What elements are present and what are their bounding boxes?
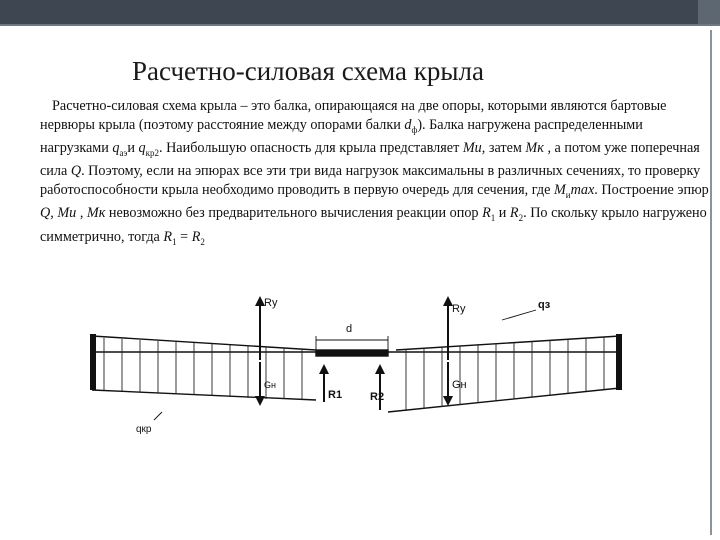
body-text-run: R	[163, 228, 173, 245]
body-text-run: ,	[76, 205, 87, 222]
top-bar-rule	[0, 24, 720, 26]
body-text-run: R	[509, 205, 519, 222]
q-bottom-label: qкр	[136, 424, 152, 435]
body-text-run: . Поэтому, если на эпюрах все эти три вида нагрузок максимальны в различных сечениях, то проверку работоспособности крыла необходимо проводить в первую очередь для сечения, где	[40, 163, 701, 199]
body-text-run: max	[570, 182, 595, 199]
body-text-run: Q,	[40, 205, 54, 222]
body-text-run: ). Балка нагружена распределенными нагрузками	[40, 116, 643, 157]
g-left-label: Gн	[264, 380, 276, 390]
body-text-run: , а потом уже поперечная сила	[40, 140, 700, 180]
body-text-run: q	[138, 140, 146, 157]
wing-outline	[92, 336, 620, 412]
body-text-run: и	[565, 189, 571, 200]
body-text-run: Mи	[57, 205, 77, 222]
ry-right-label: Ry	[452, 303, 466, 315]
wing-load-diagram	[84, 292, 636, 438]
body-text-run: Q	[70, 163, 82, 180]
body-text-run: Mк	[86, 205, 106, 222]
ry-left-label: Ry	[264, 297, 278, 309]
body-text-run: =	[176, 228, 192, 245]
diagram-labels	[136, 297, 551, 435]
body-text-run: . По скольку крыло нагружено симметрично, тогда	[40, 205, 707, 245]
g-right-label: Gн	[452, 379, 467, 391]
body-text-run: . Наибольшую опасность для крыла представляет	[158, 140, 463, 157]
slide-title: Расчетно-силовая схема крыла	[132, 56, 484, 86]
r2-label: R2	[370, 391, 385, 403]
body-text-run: 1	[172, 236, 177, 247]
d-label: d	[346, 323, 353, 335]
body-text-run: q	[112, 140, 120, 157]
top-bar	[0, 0, 720, 24]
body-text-run: аэ	[119, 147, 128, 158]
body-text-run: невозможно без предварительного вычисления реакции опор	[105, 205, 483, 222]
body-text-run: 1	[490, 213, 496, 224]
body-text-run: Расчетно-силовая схема крыла – это балка, опирающаяся на две опоры, которыми являются бартовые нервюры крыла (поэтому расстояние между опорами балки	[40, 98, 667, 133]
body-text-run: ф	[411, 124, 418, 135]
top-bar-accent	[698, 0, 720, 24]
wing-tips	[90, 334, 622, 390]
body-text-run: Mи	[462, 140, 482, 157]
force-arrows	[154, 298, 536, 420]
body-text-run: кр2	[145, 147, 159, 158]
body-text-run: , затем	[481, 140, 526, 157]
body-text-run: и	[495, 205, 510, 222]
body-text-run: 2	[200, 236, 205, 247]
r1-label: R1	[328, 389, 343, 401]
body-text-run: R	[191, 228, 201, 245]
body-text-run: d	[404, 116, 412, 133]
body-text-run: Mк	[525, 140, 544, 157]
body-text-run: M	[553, 182, 566, 199]
q-top-label: qз	[538, 299, 551, 311]
body-text-run: 2	[518, 213, 524, 224]
body-text-run: и	[127, 140, 139, 157]
body-text-run: . Построение эпюр	[594, 182, 709, 199]
body-paragraph	[40, 97, 712, 251]
body-text-run: R	[482, 205, 491, 222]
